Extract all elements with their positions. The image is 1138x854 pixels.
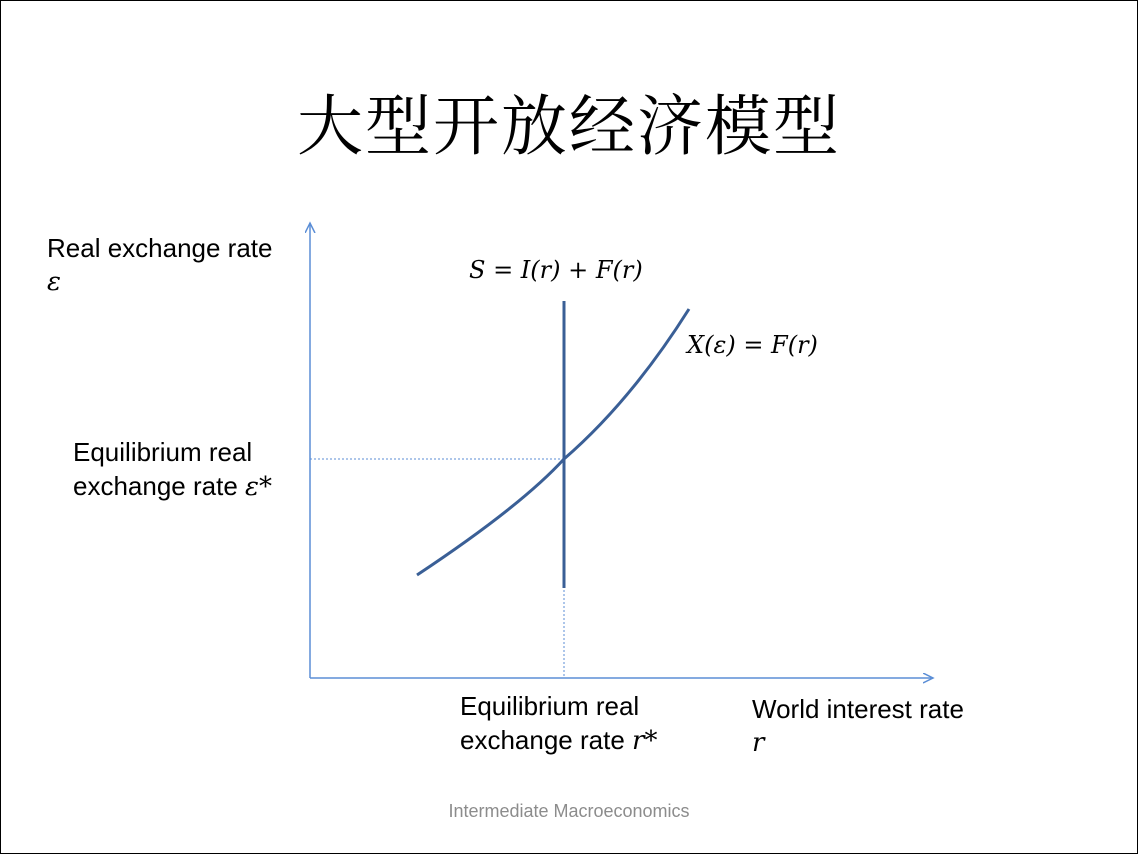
equilibrium-epsilon-line2-wrap (73, 469, 272, 504)
equilibrium-epsilon-line2: exchange rate (73, 471, 238, 501)
upward-net-exports-curve (417, 309, 689, 575)
equilibrium-r-line2: exchange rate (460, 725, 625, 755)
slide-footer: Intermediate Macroeconomics (448, 801, 690, 821)
x-axis-label (752, 692, 964, 760)
equilibrium-epsilon-symbol: ε* (245, 472, 272, 502)
equilibrium-r-symbol: r* (632, 726, 658, 756)
upward-curve-label: X(ε) = F(r) (687, 331, 818, 359)
slide-title: 大型开放经济模型 (297, 88, 841, 165)
x-axis-label-text: World interest rate (752, 694, 964, 724)
equilibrium-r-line1: Equilibrium real (460, 691, 640, 721)
y-axis-symbol: ε (47, 267, 61, 297)
x-axis-symbol: r (752, 728, 765, 758)
y-axis-label-text: Real exchange rate (47, 233, 273, 263)
equilibrium-r-line2-wrap (460, 723, 657, 758)
equilibrium-r-label (460, 689, 657, 758)
equilibrium-epsilon-label (73, 435, 272, 504)
y-axis-label (47, 231, 272, 299)
equilibrium-epsilon-line1: Equilibrium real (73, 437, 253, 467)
vertical-curve-label: S = I(r) + F(r) (469, 256, 643, 284)
